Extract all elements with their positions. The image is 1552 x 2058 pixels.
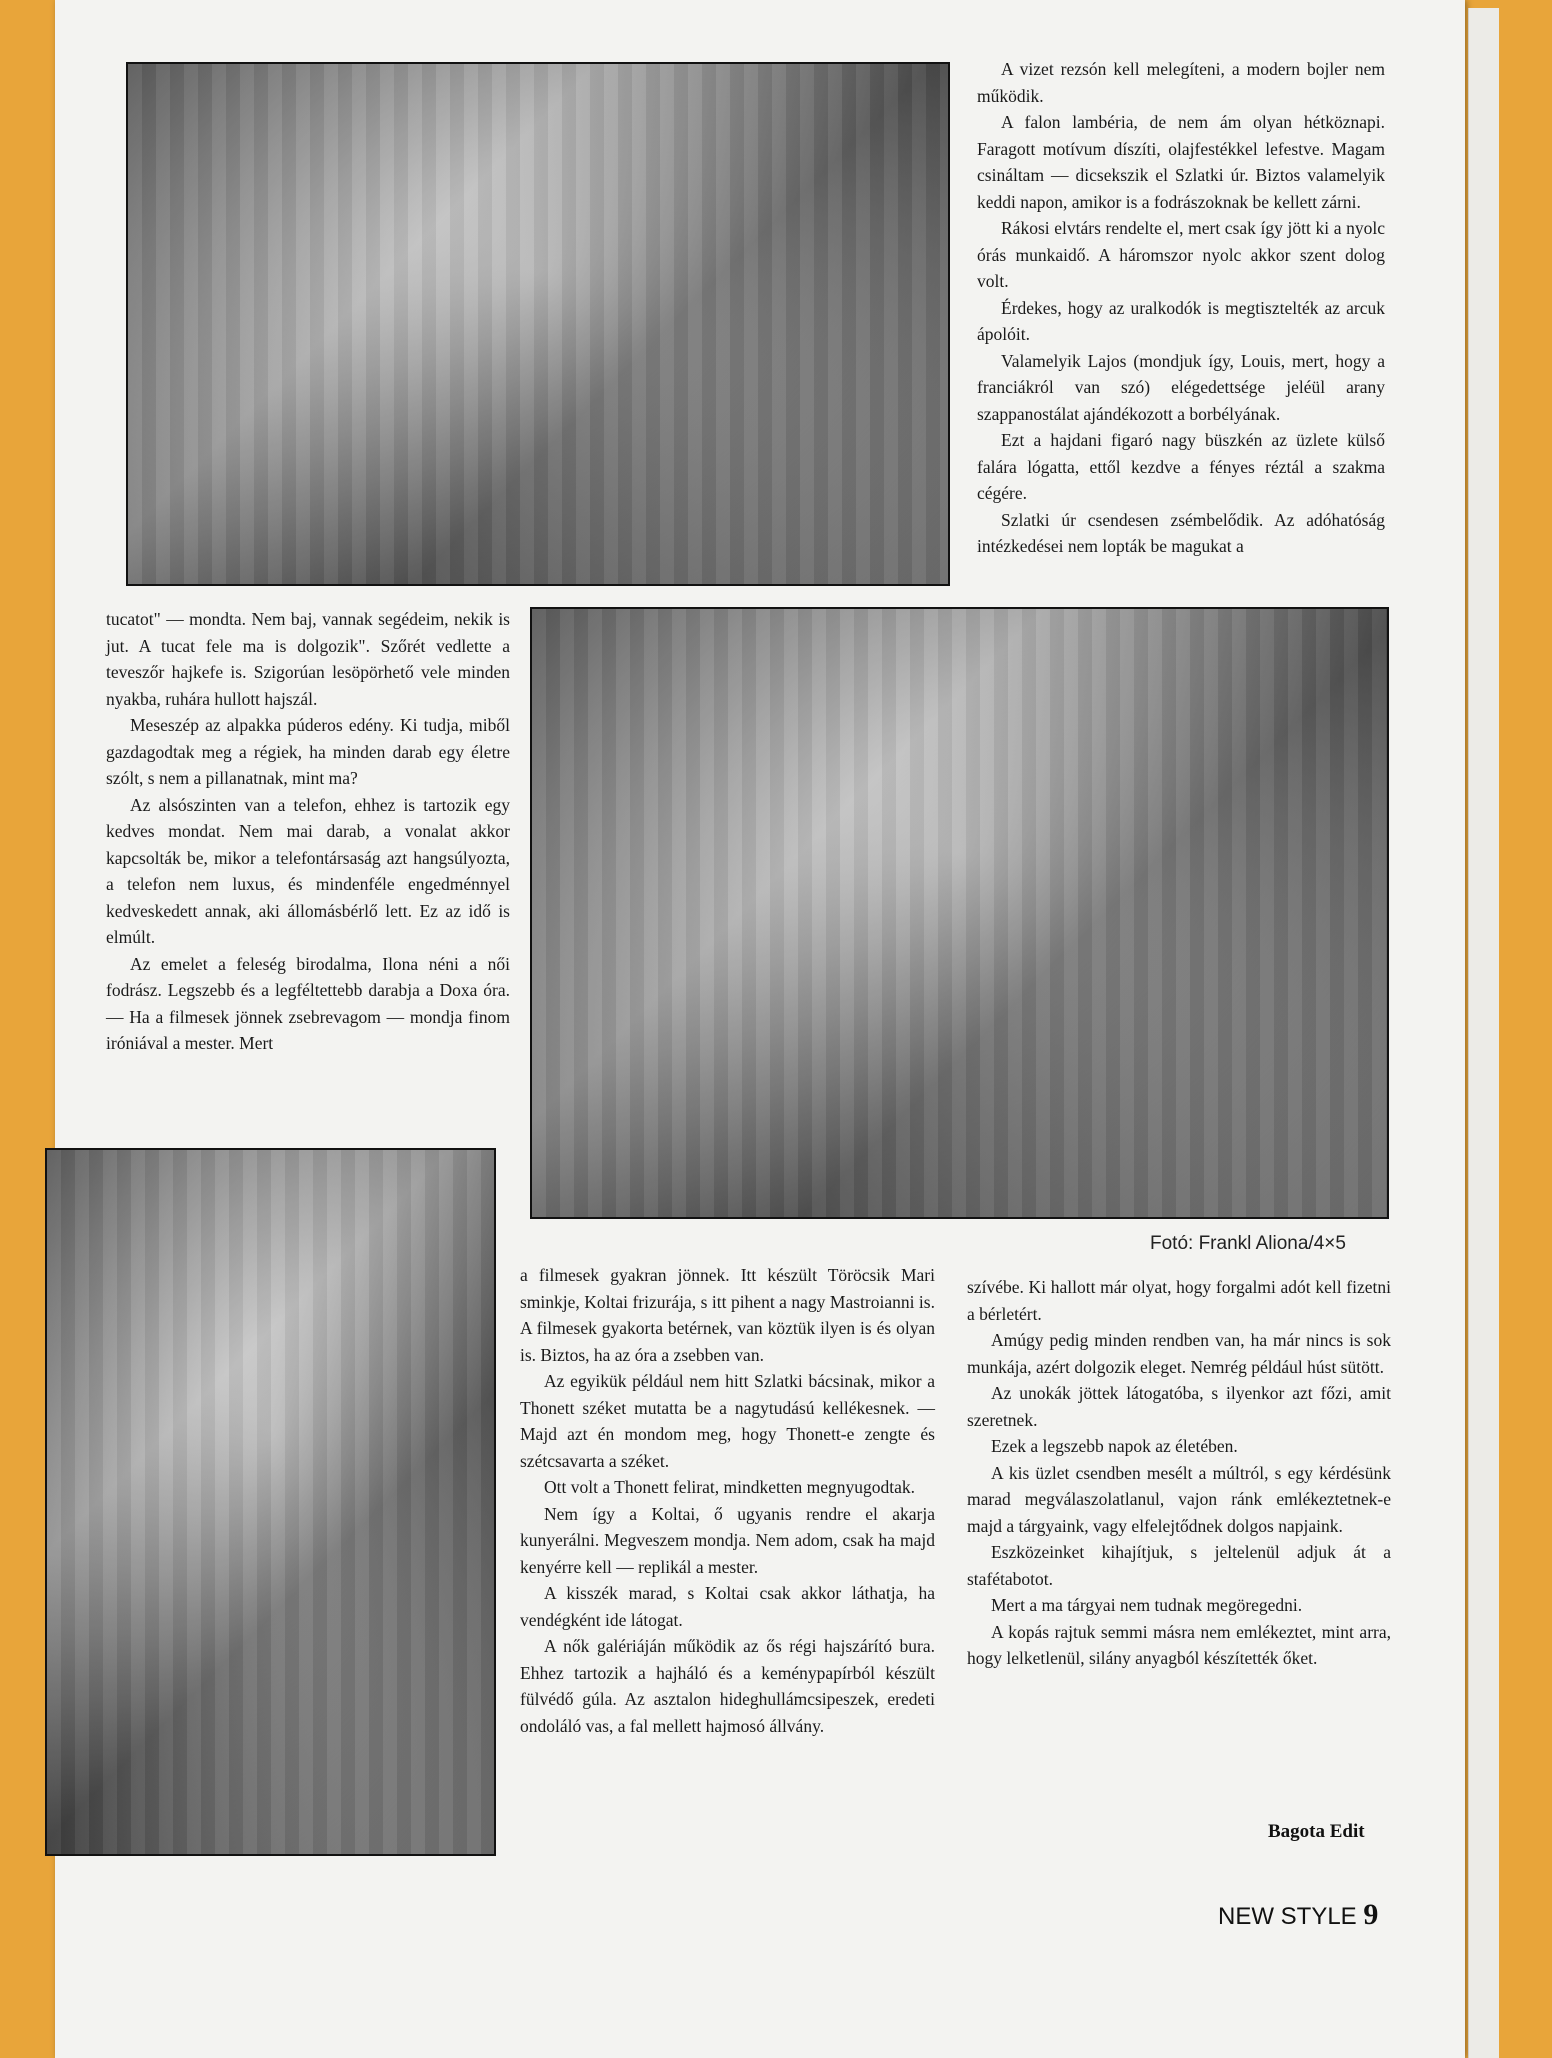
paragraph: Ott volt a Thonett felirat, mindketten megnyugodtak.	[544, 1477, 915, 1497]
magazine-name: NEW STYLE	[1218, 1903, 1357, 1930]
photo-barber	[530, 607, 1389, 1219]
page-number: 9	[1363, 1898, 1379, 1931]
photo-salon	[126, 62, 950, 586]
photo-salon-image	[128, 64, 948, 584]
paragraph: A nők galériáján működik az ős régi hajszárító bura. Ehhez tartozik a hajháló és a keménypapírból készült fülvédő gúla. Az asztalon hideghullámcsipeszek, eredeti ondoláló vas, a fal mellett hajmosó állvány.	[520, 1636, 935, 1736]
paragraph: Érdekes, hogy az uralkodók is megtisztelték az arcuk ápolóit.	[977, 297, 1385, 344]
paragraph: Az alsószinten van a telefon, ehhez is tartozik egy kedves mondat. Nem mai darab, a vonalat akkor kapcsolták be, mikor a telefontársaság azt hangsúlyozta, a telefon nem luxus, és mindenféle engedménnyel kedveskedett annak, aki állomásbérlő lett. Ez az idő is elmúlt.	[106, 794, 510, 947]
paragraph: A kopás rajtuk semmi másra nem emlékeztet, mint arra, hogy lelketlenül, silány anyagból készítették őket.	[967, 1621, 1391, 1668]
paragraph: a filmesek gyakran jönnek. Itt készült Töröcsik Mari sminkje, Koltai frizurája, s itt pihent a nagy Mastroianni is. A filmesek gyakorta betérnek, van köztük ilyen is és olyan is. Biztos, ha az óra a zsebben van.	[520, 1265, 935, 1365]
paragraph: Rákosi elvtárs rendelte el, mert csak így jött ki a nyolc órás munkaidő. A háromszor nyolc akkor szent dolog volt.	[977, 218, 1385, 291]
photo-credit: Fotó: Frankl Aliona/4×5	[1150, 1233, 1346, 1254]
paragraph: Az emelet a feleség birodalma, Ilona néni a női fodrász. Legszebb és a legféltettebb darabja a Doxa óra. — Ha a filmesek jönnek zsebrevagom — mondja finom iróniával a mester. Mert	[106, 953, 510, 1053]
paragraph: A vizet rezsón kell melegíteni, a modern bojler nem működik.	[977, 59, 1385, 106]
paragraph: Szlatki úr csendesen zsémbelődik. Az adóhatóság intézkedései nem lopták be magukat a	[977, 509, 1385, 556]
paragraph: Amúgy pedig minden rendben van, ha már nincs is sok munkája, azért dolgozik eleget. Nemrég például húst sütött.	[967, 1330, 1391, 1377]
page-footer	[1218, 1898, 1378, 1932]
paragraph: Meseszép az alpakka púderos edény. Ki tudja, miből gazdagodtak meg a régiek, ha minden darab egy életre szólt, s nem a pillanatnak, mint ma?	[106, 715, 510, 788]
paragraph: A kisszék marad, s Koltai csak akkor láthatja, ha vendégként ide látogat.	[520, 1583, 935, 1630]
paragraph: Az egyikük például nem hitt Szlatki bácsinak, mikor a Thonett széket mutatta be a nagytudású kellékesnek. — Majd azt én mondom meg, hogy Thonett-e zengte és szétcsavarta a széket.	[520, 1371, 935, 1471]
paragraph: Az unokák jöttek látogatóba, s ilyenkor azt főzi, amit szeretnek.	[967, 1383, 1391, 1430]
paragraph: Ezek a legszebb napok az életében.	[991, 1436, 1238, 1456]
photo-hairdresser	[45, 1148, 496, 1856]
photo-barber-image	[532, 609, 1387, 1217]
next-page-edge	[1468, 8, 1499, 2058]
paragraph: Mert a ma tárgyai nem tudnak megöregedni.	[991, 1595, 1303, 1615]
paragraph: Valamelyik Lajos (mondjuk így, Louis, mert, hogy a franciákról van szó) elégedettsége jeléül arany szappanostálat ajándékozott a borbélyának.	[977, 350, 1385, 424]
paragraph: A kis üzlet csendben mesélt a múltról, s egy kérdésünk marad megválaszolatlanul, vajon ránk emlékeztetnek-e majd a tárgyaink, vagy elfelejtődnek dolgos napjaink.	[967, 1462, 1391, 1536]
paragraph: tucatot" — mondta. Nem baj, vannak segédeim, nekik is jut. A tucat fele ma is dolgozik". Szőrét vedlette a teveszőr hajkefe is. Szigorúan lesöpörhető vele minden nyakba, ruhára hullott hajszál.	[106, 609, 510, 709]
paragraph: A falon lambéria, de nem ám olyan hétköznapi. Faragott motívum díszíti, olajfestékkel lefestve. Magam csináltam — dicsekszik el Szlatki úr. Biztos valamelyik keddi napon, amikor is a fodrászoknak be kellett zárni.	[977, 112, 1385, 212]
column-right	[967, 1274, 1391, 1672]
column-top-right	[977, 56, 1385, 560]
photo-hairdresser-image	[47, 1150, 494, 1854]
paragraph: szívébe. Ki hallott már olyat, hogy forgalmi adót kell fizetni a bérletért.	[967, 1277, 1391, 1324]
column-middle	[520, 1262, 935, 1739]
paragraph: Nem így a Koltai, ő ugyanis rendre el akarja kunyerálni. Megveszem mondja. Nem adom, csak ha majd kenyérre kell — replikál a mester.	[520, 1503, 935, 1577]
author-byline: Bagota Edit	[1268, 1821, 1365, 1842]
paragraph: Ezt a hajdani figaró nagy büszkén az üzlete külső falára lógatta, ettől kezdve a fényes réztál a szakma cégére.	[977, 430, 1385, 503]
paragraph: Eszközeinket kihajítjuk, s jeltelenül adjuk át a stafétabotot.	[967, 1542, 1391, 1589]
column-left	[106, 606, 510, 1057]
